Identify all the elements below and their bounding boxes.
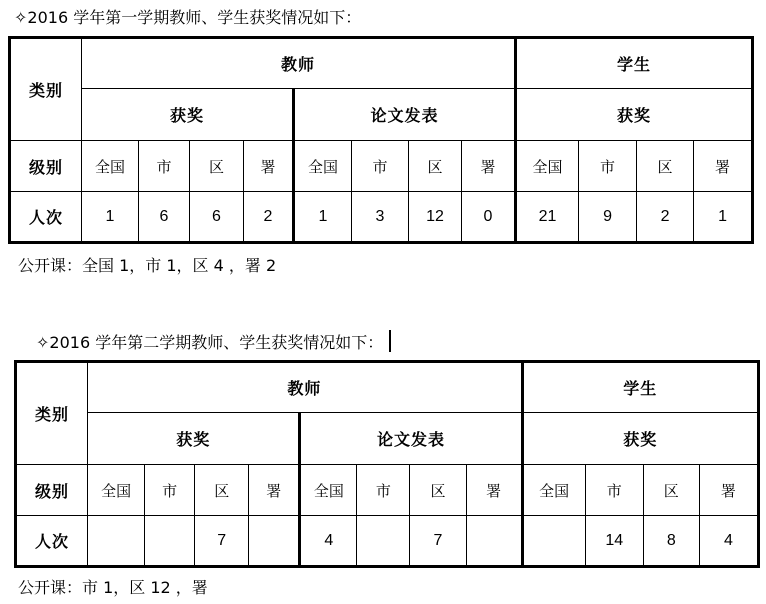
category-header: 类别 xyxy=(16,362,88,465)
level-cell: 全国 xyxy=(88,465,145,516)
count-cell: 6 xyxy=(139,192,190,243)
count-label: 人次 xyxy=(10,192,82,243)
section2-award-table xyxy=(14,360,760,568)
level-label: 级别 xyxy=(10,141,82,192)
level-cell: 全国 xyxy=(300,465,357,516)
count-cell: 0 xyxy=(462,192,516,243)
student-header: 学生 xyxy=(516,38,753,89)
count-cell xyxy=(466,516,522,567)
teacher-header: 教师 xyxy=(82,38,516,89)
count-cell: 1 xyxy=(294,192,352,243)
level-cell: 全国 xyxy=(294,141,352,192)
student-header: 学生 xyxy=(522,362,758,413)
count-cell: 3 xyxy=(352,192,409,243)
level-cell: 署 xyxy=(694,141,753,192)
count-cell xyxy=(357,516,410,567)
level-cell: 区 xyxy=(195,465,249,516)
level-cell: 署 xyxy=(699,465,758,516)
section2-footer: 公开课：市 1，区 12 ，署 xyxy=(18,578,208,597)
level-cell: 署 xyxy=(466,465,522,516)
count-cell: 2 xyxy=(244,192,294,243)
level-cell: 全国 xyxy=(516,141,579,192)
level-cell: 全国 xyxy=(82,141,139,192)
count-cell: 4 xyxy=(699,516,758,567)
count-cell: 21 xyxy=(516,192,579,243)
level-cell: 署 xyxy=(249,465,300,516)
count-label: 人次 xyxy=(16,516,88,567)
count-cell: 8 xyxy=(643,516,699,567)
section2-title: ✧2016 学年第二学期教师、学生获奖情况如下： xyxy=(36,330,391,353)
section1-footer: 公开课：全国 1，市 1，区 4 ，署 2 xyxy=(18,256,277,275)
count-row xyxy=(10,192,753,243)
level-cell: 区 xyxy=(643,465,699,516)
count-cell: 14 xyxy=(585,516,643,567)
level-cell: 市 xyxy=(579,141,637,192)
level-row xyxy=(10,141,753,192)
teacher-paper-header: 论文发表 xyxy=(294,89,516,141)
teacher-award-header: 获奖 xyxy=(82,89,294,141)
level-cell: 区 xyxy=(637,141,694,192)
count-cell xyxy=(145,516,195,567)
count-cell: 7 xyxy=(195,516,249,567)
count-cell: 2 xyxy=(637,192,694,243)
count-cell xyxy=(522,516,585,567)
count-cell: 1 xyxy=(82,192,139,243)
teacher-header: 教师 xyxy=(88,362,523,413)
count-cell: 1 xyxy=(694,192,753,243)
level-cell: 区 xyxy=(409,141,462,192)
teacher-award-header: 获奖 xyxy=(88,413,300,465)
count-cell: 9 xyxy=(579,192,637,243)
count-cell: 12 xyxy=(409,192,462,243)
count-row xyxy=(16,516,759,567)
level-cell: 市 xyxy=(145,465,195,516)
count-cell: 7 xyxy=(410,516,466,567)
text-cursor xyxy=(389,330,391,352)
count-cell: 6 xyxy=(190,192,244,243)
level-label: 级别 xyxy=(16,465,88,516)
level-cell: 区 xyxy=(410,465,466,516)
count-cell: 4 xyxy=(300,516,357,567)
student-award-header: 获奖 xyxy=(516,89,753,141)
level-cell: 区 xyxy=(190,141,244,192)
count-cell xyxy=(88,516,145,567)
section1-award-table xyxy=(8,36,754,244)
level-cell: 署 xyxy=(244,141,294,192)
level-cell: 市 xyxy=(139,141,190,192)
student-award-header: 获奖 xyxy=(522,413,758,465)
section1-title: ✧2016 学年第一学期教师、学生获奖情况如下： xyxy=(14,8,362,27)
level-cell: 署 xyxy=(462,141,516,192)
level-cell: 市 xyxy=(357,465,410,516)
level-cell: 市 xyxy=(585,465,643,516)
count-cell xyxy=(249,516,300,567)
teacher-paper-header: 论文发表 xyxy=(300,413,522,465)
level-row xyxy=(16,465,759,516)
level-cell: 全国 xyxy=(522,465,585,516)
level-cell: 市 xyxy=(352,141,409,192)
category-header: 类别 xyxy=(10,38,82,141)
